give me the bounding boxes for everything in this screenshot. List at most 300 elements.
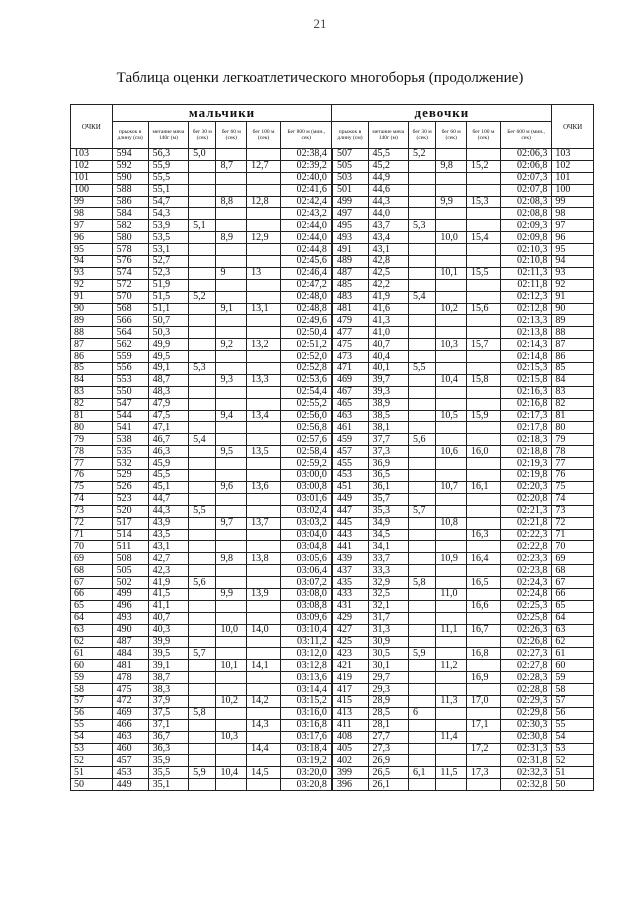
cell-boys-30m <box>189 172 216 184</box>
cell-girls-100m <box>466 291 500 303</box>
cell-girls-600m: 02:16,3 <box>500 386 551 398</box>
cell-boys-100m <box>247 291 281 303</box>
cell-girls-ball-throw: 26,1 <box>368 779 408 791</box>
cell-girls-600m: 02:08,8 <box>500 208 551 220</box>
cell-boys-ball-throw: 38,7 <box>148 672 188 684</box>
cell-boys-60m <box>216 505 247 517</box>
cell-girls-60m <box>436 220 467 232</box>
cell-points-left: 91 <box>71 291 113 303</box>
cell-girls-60m <box>436 458 467 470</box>
cell-girls-long-jump: 437 <box>332 565 368 577</box>
cell-boys-ball-throw: 37,5 <box>148 707 188 719</box>
cell-boys-30m <box>189 208 216 220</box>
cell-points-left: 66 <box>71 588 113 600</box>
cell-points-left: 86 <box>71 351 113 363</box>
cell-points-right: 92 <box>552 279 594 291</box>
cell-girls-600m: 02:21,3 <box>500 505 551 517</box>
cell-boys-30m: 5,6 <box>189 577 216 589</box>
cell-girls-60m: 11,0 <box>436 588 467 600</box>
cell-girls-30m <box>409 624 436 636</box>
cell-points-right: 69 <box>552 553 594 565</box>
cell-boys-long-jump: 481 <box>112 660 148 672</box>
cell-girls-long-jump: 457 <box>332 446 368 458</box>
cell-boys-ball-throw: 49,9 <box>148 339 188 351</box>
cell-girls-ball-throw: 34,5 <box>368 529 408 541</box>
table-row <box>71 291 594 303</box>
cell-boys-100m <box>247 565 281 577</box>
cell-boys-ball-throw: 41,1 <box>148 600 188 612</box>
table-row <box>71 731 594 743</box>
cell-points-left: 84 <box>71 374 113 386</box>
cell-boys-100m <box>247 529 281 541</box>
cell-girls-600m: 02:28,3 <box>500 672 551 684</box>
table-row <box>71 767 594 779</box>
table-row <box>71 244 594 256</box>
cell-girls-ball-throw: 41,0 <box>368 327 408 339</box>
cell-girls-ball-throw: 29,7 <box>368 672 408 684</box>
cell-points-left: 102 <box>71 160 113 172</box>
cell-boys-60m: 9,7 <box>216 517 247 529</box>
cell-girls-ball-throw: 33,3 <box>368 565 408 577</box>
cell-girls-30m <box>409 755 436 767</box>
table-row <box>71 434 594 446</box>
cell-boys-ball-throw: 39,9 <box>148 636 188 648</box>
cell-boys-long-jump: 566 <box>112 315 148 327</box>
cell-girls-60m <box>436 636 467 648</box>
cell-points-right: 73 <box>552 505 594 517</box>
cell-boys-ball-throw: 45,5 <box>148 470 188 482</box>
cell-boys-100m <box>247 458 281 470</box>
cell-boys-100m <box>247 672 281 684</box>
cell-boys-long-jump: 457 <box>112 755 148 767</box>
cell-girls-600m: 02:13,3 <box>500 315 551 327</box>
cell-boys-800m: 03:16,0 <box>281 707 332 719</box>
cell-girls-30m <box>409 529 436 541</box>
cell-girls-100m <box>466 517 500 529</box>
cell-boys-60m: 10,1 <box>216 660 247 672</box>
cell-boys-100m <box>247 149 281 161</box>
cell-boys-100m <box>247 493 281 505</box>
cell-girls-30m: 5,4 <box>409 291 436 303</box>
cell-girls-long-jump: 481 <box>332 303 368 315</box>
cell-girls-long-jump: 473 <box>332 351 368 363</box>
cell-boys-100m <box>247 470 281 482</box>
cell-girls-30m <box>409 743 436 755</box>
cell-girls-long-jump: 465 <box>332 398 368 410</box>
cell-points-left: 90 <box>71 303 113 315</box>
cell-points-left: 69 <box>71 553 113 565</box>
cell-girls-100m <box>466 208 500 220</box>
cell-girls-long-jump: 423 <box>332 648 368 660</box>
cell-boys-60m: 9,4 <box>216 410 247 422</box>
cell-girls-30m <box>409 386 436 398</box>
cell-boys-long-jump: 538 <box>112 434 148 446</box>
cell-girls-long-jump: 429 <box>332 612 368 624</box>
cell-points-left: 58 <box>71 684 113 696</box>
cell-points-right: 100 <box>552 184 594 196</box>
cell-girls-100m <box>466 493 500 505</box>
cell-points-left: 67 <box>71 577 113 589</box>
cell-girls-60m: 10,4 <box>436 374 467 386</box>
cell-boys-800m: 02:48,8 <box>281 303 332 315</box>
cell-girls-60m <box>436 529 467 541</box>
girls-col-ball-throw: метание мяча 140г (м) <box>368 122 408 149</box>
cell-points-right: 60 <box>552 660 594 672</box>
cell-boys-30m <box>189 588 216 600</box>
cell-points-left: 82 <box>71 398 113 410</box>
cell-boys-ball-throw: 36,3 <box>148 743 188 755</box>
cell-boys-30m <box>189 755 216 767</box>
cell-boys-long-jump: 466 <box>112 719 148 731</box>
cell-girls-30m <box>409 244 436 256</box>
table-row <box>71 446 594 458</box>
cell-girls-long-jump: 491 <box>332 244 368 256</box>
girls-col-30m: бег 30 м (сек) <box>409 122 436 149</box>
table-row <box>71 600 594 612</box>
cell-girls-30m <box>409 470 436 482</box>
cell-boys-800m: 02:49,6 <box>281 315 332 327</box>
cell-points-left: 78 <box>71 446 113 458</box>
cell-girls-ball-throw: 41,9 <box>368 291 408 303</box>
cell-boys-60m: 9,9 <box>216 588 247 600</box>
girls-col-long-jump: прыжок в длину (см) <box>332 122 368 149</box>
cell-girls-600m: 02:22,8 <box>500 541 551 553</box>
cell-points-right: 95 <box>552 244 594 256</box>
cell-girls-30m: 5,7 <box>409 505 436 517</box>
table-row <box>71 351 594 363</box>
cell-boys-60m: 9,1 <box>216 303 247 315</box>
cell-points-right: 56 <box>552 707 594 719</box>
cell-girls-100m <box>466 541 500 553</box>
cell-girls-30m <box>409 541 436 553</box>
cell-points-right: 62 <box>552 636 594 648</box>
cell-girls-60m <box>436 172 467 184</box>
cell-boys-30m <box>189 303 216 315</box>
cell-boys-ball-throw: 47,9 <box>148 398 188 410</box>
cell-girls-long-jump: 505 <box>332 160 368 172</box>
table-row <box>71 327 594 339</box>
cell-boys-100m: 13,6 <box>247 481 281 493</box>
cell-points-left: 50 <box>71 779 113 791</box>
cell-boys-30m <box>189 351 216 363</box>
cell-girls-100m <box>466 755 500 767</box>
cell-boys-ball-throw: 47,1 <box>148 422 188 434</box>
cell-girls-long-jump: 421 <box>332 660 368 672</box>
cell-points-right: 61 <box>552 648 594 660</box>
cell-girls-30m <box>409 327 436 339</box>
cell-boys-30m <box>189 779 216 791</box>
cell-boys-30m <box>189 470 216 482</box>
cell-girls-ball-throw: 38,9 <box>368 398 408 410</box>
cell-boys-100m: 13,3 <box>247 374 281 386</box>
cell-girls-ball-throw: 31,3 <box>368 624 408 636</box>
cell-girls-600m: 02:06,3 <box>500 149 551 161</box>
cell-boys-60m <box>216 327 247 339</box>
cell-points-left: 75 <box>71 481 113 493</box>
cell-boys-30m: 5,7 <box>189 648 216 660</box>
cell-boys-100m: 13,5 <box>247 446 281 458</box>
cell-points-left: 76 <box>71 470 113 482</box>
cell-girls-600m: 02:27,3 <box>500 648 551 660</box>
cell-boys-30m: 5,3 <box>189 363 216 375</box>
cell-girls-ball-throw: 31,7 <box>368 612 408 624</box>
cell-boys-ball-throw: 42,7 <box>148 553 188 565</box>
cell-girls-60m <box>436 279 467 291</box>
cell-girls-long-jump: 507 <box>332 149 368 161</box>
cell-girls-60m <box>436 755 467 767</box>
cell-points-left: 70 <box>71 541 113 553</box>
cell-boys-800m: 03:05,6 <box>281 553 332 565</box>
cell-boys-30m: 5,5 <box>189 505 216 517</box>
cell-girls-ball-throw: 45,5 <box>368 149 408 161</box>
cell-boys-long-jump: 576 <box>112 256 148 268</box>
cell-girls-60m <box>436 422 467 434</box>
cell-boys-800m: 03:19,2 <box>281 755 332 767</box>
cell-boys-800m: 03:12,0 <box>281 648 332 660</box>
cell-points-right: 79 <box>552 434 594 446</box>
cell-boys-long-jump: 544 <box>112 410 148 422</box>
cell-boys-100m <box>247 279 281 291</box>
cell-boys-long-jump: 550 <box>112 386 148 398</box>
table-row <box>71 565 594 577</box>
cell-girls-100m <box>466 588 500 600</box>
cell-girls-100m <box>466 184 500 196</box>
cell-girls-30m <box>409 672 436 684</box>
cell-girls-60m: 11,1 <box>436 624 467 636</box>
cell-points-right: 93 <box>552 267 594 279</box>
cell-girls-ball-throw: 38,5 <box>368 410 408 422</box>
cell-girls-ball-throw: 42,5 <box>368 267 408 279</box>
cell-points-left: 56 <box>71 707 113 719</box>
cell-boys-100m <box>247 184 281 196</box>
cell-boys-100m: 13,8 <box>247 553 281 565</box>
cell-boys-30m <box>189 267 216 279</box>
cell-boys-30m: 5,0 <box>189 149 216 161</box>
cell-girls-long-jump: 411 <box>332 719 368 731</box>
cell-girls-30m <box>409 731 436 743</box>
cell-girls-30m <box>409 695 436 707</box>
cell-girls-60m: 11,4 <box>436 731 467 743</box>
cell-boys-60m <box>216 256 247 268</box>
cell-boys-60m <box>216 719 247 731</box>
cell-boys-60m <box>216 244 247 256</box>
cell-girls-ball-throw: 44,0 <box>368 208 408 220</box>
cell-girls-ball-throw: 40,4 <box>368 351 408 363</box>
cell-girls-600m: 02:11,8 <box>500 279 551 291</box>
cell-girls-600m: 02:31,8 <box>500 755 551 767</box>
cell-boys-60m <box>216 529 247 541</box>
cell-boys-100m: 13,9 <box>247 588 281 600</box>
cell-girls-600m: 02:26,3 <box>500 624 551 636</box>
cell-girls-ball-throw: 38,1 <box>368 422 408 434</box>
table-row <box>71 398 594 410</box>
cell-boys-long-jump: 541 <box>112 422 148 434</box>
table-row <box>71 588 594 600</box>
cell-boys-60m: 8,9 <box>216 232 247 244</box>
cell-girls-100m <box>466 779 500 791</box>
cell-girls-600m: 02:20,8 <box>500 493 551 505</box>
cell-boys-800m: 02:52,0 <box>281 351 332 363</box>
table-row <box>71 779 594 791</box>
cell-girls-long-jump: 485 <box>332 279 368 291</box>
cell-points-left: 96 <box>71 232 113 244</box>
cell-girls-long-jump: 441 <box>332 541 368 553</box>
cell-boys-800m: 03:12,8 <box>281 660 332 672</box>
cell-girls-long-jump: 405 <box>332 743 368 755</box>
cell-girls-30m <box>409 232 436 244</box>
cell-girls-600m: 02:28,8 <box>500 684 551 696</box>
cell-boys-100m <box>247 541 281 553</box>
cell-points-left: 57 <box>71 695 113 707</box>
cell-boys-ball-throw: 43,1 <box>148 541 188 553</box>
cell-boys-100m <box>247 398 281 410</box>
cell-boys-ball-throw: 52,7 <box>148 256 188 268</box>
cell-girls-60m <box>436 779 467 791</box>
cell-boys-30m <box>189 232 216 244</box>
cell-girls-long-jump: 427 <box>332 624 368 636</box>
cell-girls-100m <box>466 398 500 410</box>
table-row <box>71 374 594 386</box>
cell-boys-long-jump: 556 <box>112 363 148 375</box>
cell-girls-30m <box>409 493 436 505</box>
cell-girls-100m: 17,2 <box>466 743 500 755</box>
page-title: Таблица оценки легкоатлетического многоборья (продолжение) <box>116 70 524 86</box>
cell-boys-ball-throw: 53,5 <box>148 232 188 244</box>
cell-boys-100m <box>247 363 281 375</box>
cell-points-right: 96 <box>552 232 594 244</box>
cell-girls-ball-throw: 36,5 <box>368 470 408 482</box>
cell-girls-100m: 17,3 <box>466 767 500 779</box>
cell-girls-long-jump: 435 <box>332 577 368 589</box>
cell-boys-long-jump: 578 <box>112 244 148 256</box>
cell-boys-30m <box>189 256 216 268</box>
cell-points-left: 89 <box>71 315 113 327</box>
cell-girls-60m <box>436 208 467 220</box>
cell-points-right: 59 <box>552 672 594 684</box>
cell-girls-long-jump: 445 <box>332 517 368 529</box>
cell-boys-60m <box>216 600 247 612</box>
cell-girls-60m: 10,1 <box>436 267 467 279</box>
cell-girls-100m: 16,7 <box>466 624 500 636</box>
cell-boys-30m <box>189 517 216 529</box>
cell-boys-60m: 9,8 <box>216 553 247 565</box>
cell-girls-60m: 10,0 <box>436 232 467 244</box>
cell-girls-30m: 6,1 <box>409 767 436 779</box>
cell-points-right: 78 <box>552 446 594 458</box>
cell-girls-ball-throw: 36,1 <box>368 481 408 493</box>
cell-boys-60m <box>216 398 247 410</box>
cell-boys-long-jump: 570 <box>112 291 148 303</box>
cell-girls-60m <box>436 600 467 612</box>
cell-girls-long-jump: 447 <box>332 505 368 517</box>
cell-girls-100m <box>466 684 500 696</box>
cell-boys-100m <box>247 327 281 339</box>
cell-boys-100m <box>247 755 281 767</box>
cell-boys-800m: 02:50,4 <box>281 327 332 339</box>
table-row <box>71 303 594 315</box>
cell-girls-long-jump: 443 <box>332 529 368 541</box>
cell-boys-ball-throw: 49,5 <box>148 351 188 363</box>
cell-girls-ball-throw: 35,7 <box>368 493 408 505</box>
cell-girls-long-jump: 467 <box>332 386 368 398</box>
cell-girls-60m <box>436 493 467 505</box>
cell-girls-30m: 6 <box>409 707 436 719</box>
cell-girls-ball-throw: 33,7 <box>368 553 408 565</box>
cell-girls-100m <box>466 731 500 743</box>
cell-points-left: 68 <box>71 565 113 577</box>
table-row <box>71 541 594 553</box>
cell-boys-long-jump: 592 <box>112 160 148 172</box>
cell-boys-ball-throw: 48,7 <box>148 374 188 386</box>
cell-points-left: 93 <box>71 267 113 279</box>
cell-points-left: 72 <box>71 517 113 529</box>
table-body <box>71 149 594 791</box>
boys-header: мальчики <box>112 105 332 122</box>
cell-points-right: 50 <box>552 779 594 791</box>
cell-girls-60m <box>436 184 467 196</box>
cell-points-right: 64 <box>552 612 594 624</box>
cell-girls-ball-throw: 42,2 <box>368 279 408 291</box>
cell-girls-30m <box>409 553 436 565</box>
cell-boys-60m <box>216 612 247 624</box>
cell-girls-long-jump: 417 <box>332 684 368 696</box>
cell-boys-100m: 14,5 <box>247 767 281 779</box>
cell-girls-600m: 02:18,3 <box>500 434 551 446</box>
cell-girls-30m <box>409 660 436 672</box>
cell-boys-ball-throw: 46,7 <box>148 434 188 446</box>
cell-girls-60m <box>436 398 467 410</box>
cell-girls-600m: 02:11,3 <box>500 267 551 279</box>
cell-girls-600m: 02:13,8 <box>500 327 551 339</box>
cell-boys-800m: 02:44,0 <box>281 220 332 232</box>
cell-girls-60m <box>436 256 467 268</box>
cell-girls-60m: 11,3 <box>436 695 467 707</box>
cell-girls-ball-throw: 32,1 <box>368 600 408 612</box>
cell-girls-30m <box>409 684 436 696</box>
cell-girls-30m <box>409 184 436 196</box>
cell-girls-30m <box>409 565 436 577</box>
cell-boys-30m: 5,9 <box>189 767 216 779</box>
cell-boys-long-jump: 449 <box>112 779 148 791</box>
cell-boys-800m: 03:04,8 <box>281 541 332 553</box>
table-row <box>71 505 594 517</box>
cell-points-left: 94 <box>71 256 113 268</box>
cell-boys-60m <box>216 291 247 303</box>
cell-girls-long-jump: 449 <box>332 493 368 505</box>
table-row <box>71 232 594 244</box>
cell-boys-800m: 03:17,6 <box>281 731 332 743</box>
cell-boys-100m <box>247 648 281 660</box>
cell-boys-800m: 03:06,4 <box>281 565 332 577</box>
cell-girls-600m: 02:27,8 <box>500 660 551 672</box>
table-row <box>71 636 594 648</box>
cell-boys-30m <box>189 743 216 755</box>
cell-boys-ball-throw: 35,9 <box>148 755 188 767</box>
cell-girls-60m <box>436 315 467 327</box>
cell-boys-60m: 9,3 <box>216 374 247 386</box>
cell-points-left: 71 <box>71 529 113 541</box>
cell-girls-60m <box>436 327 467 339</box>
cell-boys-60m <box>216 743 247 755</box>
cell-points-left: 54 <box>71 731 113 743</box>
cell-girls-ball-throw: 28,1 <box>368 719 408 731</box>
cell-girls-30m <box>409 779 436 791</box>
cell-points-left: 80 <box>71 422 113 434</box>
cell-girls-600m: 02:19,3 <box>500 458 551 470</box>
cell-boys-ball-throw: 43,9 <box>148 517 188 529</box>
cell-boys-60m <box>216 279 247 291</box>
boys-col-100m: бег 100 м (сек) <box>247 122 281 149</box>
